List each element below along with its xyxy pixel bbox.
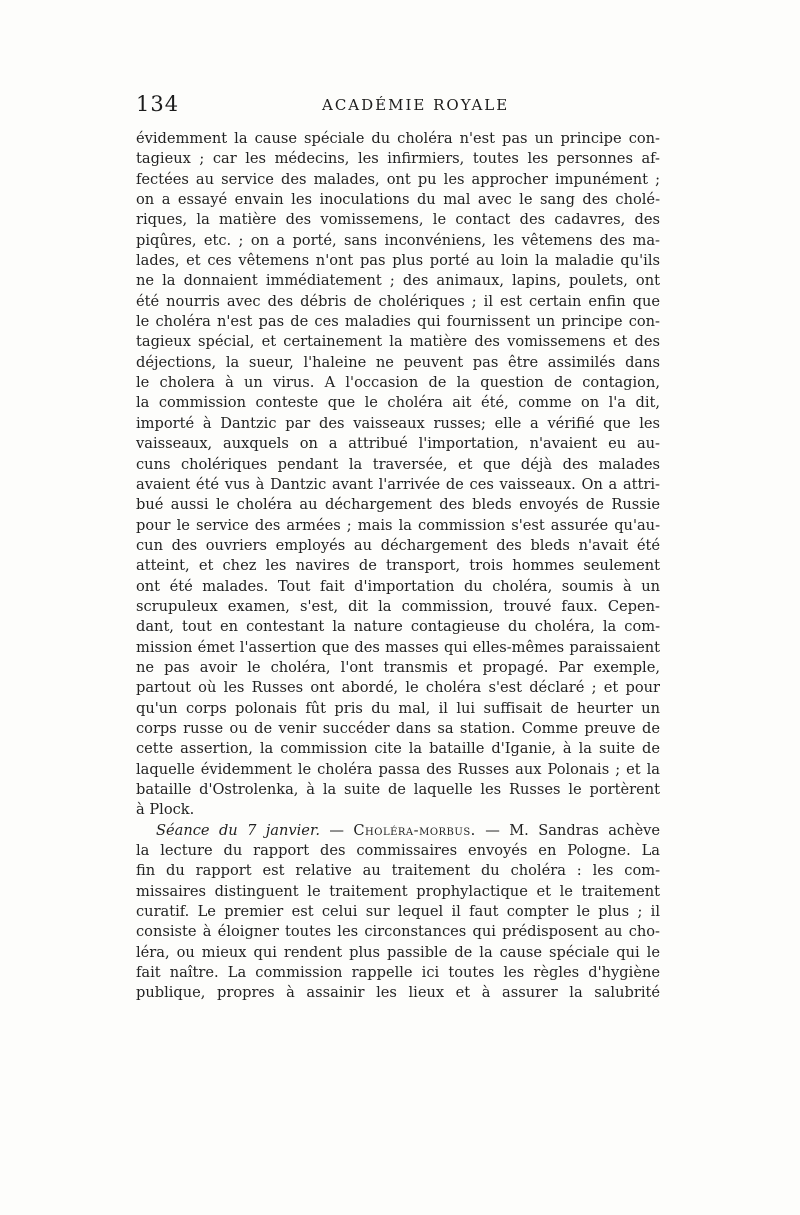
em-dash: — [319,821,354,839]
text-line: lades, et ces vêtemens n'ont pas plus porté au loin la maladie qu'ils [136,252,660,270]
text-line: bataille d'Ostrolenka, à la suite de laquelle les Russes le portèrent [136,781,660,798]
text-line: bué aussi le choléra au déchargement des bleds envoyés de Russie [136,496,660,514]
text-line: fin du rapport est relative au traitement du choléra : les com- [136,862,660,880]
text-line: avaient été vus à Dantzic avant l'arrivée de ces vaisseaux. On a attri- [136,475,660,493]
text-line: fectées au service des malades, ont pu les approcher impunément ; [136,170,660,188]
text-line: cun des ouvriers employés au déchargement des bleds n'avait été [136,536,660,554]
text-line: scrupuleux examen, s'est, dit la commission, trouvé faux. Cepen- [136,597,660,615]
page-number: 134 [136,92,180,116]
text-line: riques, la matière des vomissemens, le contact des cadavres, des [136,211,660,229]
text-line: piqûres, etc. ; on a porté, sans inconvéniens, les vêtemens des ma- [136,231,660,249]
text-line: ne pas avoir le choléra, l'ont transmis et propagé. Par exemple, [136,658,660,676]
text-line: corps russe ou de venir succéder dans sa station. Comme preuve de [136,719,660,737]
text-line: le choléra n'est pas de ces maladies qui fournissent un principe con- [136,313,660,331]
text-line: curatif. Le premier est celui sur lequel il faut compter le plus ; il [136,903,660,921]
session-first-line [136,821,660,841]
running-head: ACADÉMIE ROYALE [322,96,510,114]
text-line: ont été malades. Tout fait d'importation du choléra, soumis à un [136,577,660,595]
paragraph-contagion [136,129,660,821]
text-line: on a essayé envain les inoculations du mal avec le sang des cholé- [136,191,660,209]
text-line: la commission conteste que le choléra ait été, comme on l'a dit, [136,394,660,412]
text-line: consiste à éloigner toutes les circonstances qui prédisposent au cho- [136,923,660,941]
session-topic: Choléra-morbus. [353,821,476,839]
text-line: pour le service des armées ; mais la commission s'est assurée qu'au- [136,516,660,534]
session-label: Séance du 7 janvier. [156,821,320,839]
paragraph-session [136,821,660,1004]
text-line: atteint, et chez les navires de transport, trois hommes seulement [136,557,660,575]
text-line: la lecture du rapport des commissaires envoyés en Pologne. La [136,842,660,860]
text-line: importé à Dantzic par des vaisseaux russes; elle a vérifié que les [136,414,660,432]
text-line: cette assertion, la commission cite la bataille d'Iganie, à la suite de [136,740,660,758]
text-line: ne la donnaient immédiatement ; des animaux, lapins, poulets, ont [136,272,660,290]
text-line: publique, propres à assainir les lieux et à assurer la salubrité [136,984,660,1002]
em-dash: — [475,821,510,839]
text-line: mission émet l'assertion que des masses qui elles-mêmes paraissaient [136,638,660,656]
page-body [136,129,660,1004]
text-fragment: M. Sandras achève [509,821,661,839]
text-line: léra, ou mieux qui rendent plus passible de la cause spéciale qui le [136,943,660,961]
text-line: tagieux spécial, et certainement la matière des vomissemens et des [136,333,660,351]
text-line: été nourris avec des débris de cholériques ; il est certain enfin que [136,292,660,310]
text-line: fait naître. La commission rappelle ici toutes les règles d'hygiène [136,964,660,982]
text-line: évidemment la cause spéciale du choléra n'est pas un principe con- [136,130,660,147]
text-line: qu'un corps polonais fût pris du mal, il lui suffisait de heurter un [136,699,660,717]
text-line: laquelle évidemment le choléra passa des Russes aux Polonais ; et la [136,760,660,778]
text-line: à Plock. [136,801,195,819]
text-line: dant, tout en contestant la nature contagieuse du choléra, la com- [136,618,660,636]
text-line: missaires distinguent le traitement prophylactique et le traitement [136,882,660,900]
text-line: cuns cholériques pendant la traversée, et que déjà des malades [136,455,660,473]
text-line: déjections, la sueur, l'haleine ne peuvent pas être assimilés dans [136,353,660,371]
text-line: le cholera à un virus. A l'occasion de la question de contagion, [136,374,660,392]
page-header [136,92,666,122]
text-line: partout où les Russes ont abordé, le choléra s'est déclaré ; et pour [136,679,660,697]
text-line: tagieux ; car les médecins, les infirmiers, toutes les personnes af- [136,150,660,168]
text-line: vaisseaux, auxquels on a attribué l'importation, n'avaient eu au- [136,435,660,453]
